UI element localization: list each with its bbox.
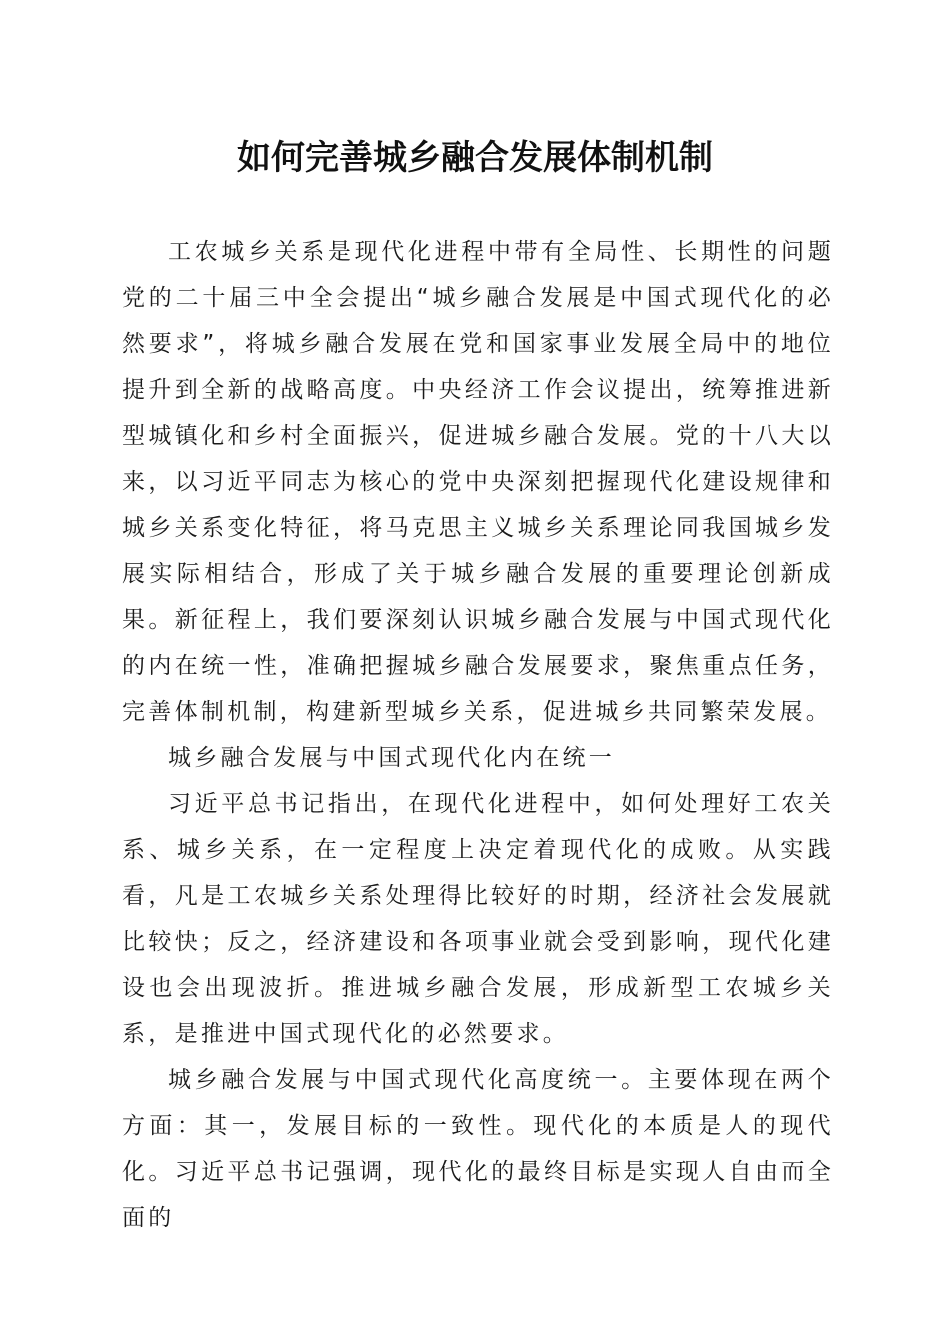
paragraph-intro: 工农城乡关系是现代化进程中带有全局性、长期性的问题党的二十届三中全会提出“城乡融合发展是中国式现代化的必然要求”，将城乡融合发展在党和国家事业发展全局中的地位提升到全新的战略高度。中央经济工作会议提出，统筹推进新型城镇化和乡村全面振兴，促进城乡融合发展。党的十八大以来，以习近平同志为核心的党中央深刻把握现代化建设规律和城乡关系变化特征，将马克思主义城乡关系理论同我国城乡发展实际相结合，形成了关于城乡融合发展的重要理论创新成果。新征程上，我们要深刻认识城乡融合发展与中国式现代化的内在统一性，准确把握城乡融合发展要求，聚焦重点任务，完善体制机制，构建新型城乡关系，促进城乡共同繁荣发展。 [122, 239, 834, 725]
document-title: 如何完善城乡融合发展体制机制 [237, 138, 713, 178]
paragraph-unity: 城乡融合发展与中国式现代化高度统一。主要体现在两个方面：其一，发展目标的一致性。现代化的本质是人的现代化。习近平总书记强调，现代化的最终目标是实现人自由而全面的 [122, 1067, 834, 1231]
section-heading: 城乡融合发展与中国式现代化内在统一 [168, 745, 616, 771]
document-body [122, 229, 834, 1241]
paragraph-relations: 习近平总书记指出，在现代化进程中，如何处理好工农关系、城乡关系，在一定程度上决定着现代化的成败。从实践看，凡是工农城乡关系处理得比较好的时期，经济社会发展就比较快；反之，经济建设和各项事业就会受到影响，现代化建设也会出现波折。推进城乡融合发展，形成新型工农城乡关系，是推进中国式现代化的必然要求。 [122, 791, 834, 1047]
